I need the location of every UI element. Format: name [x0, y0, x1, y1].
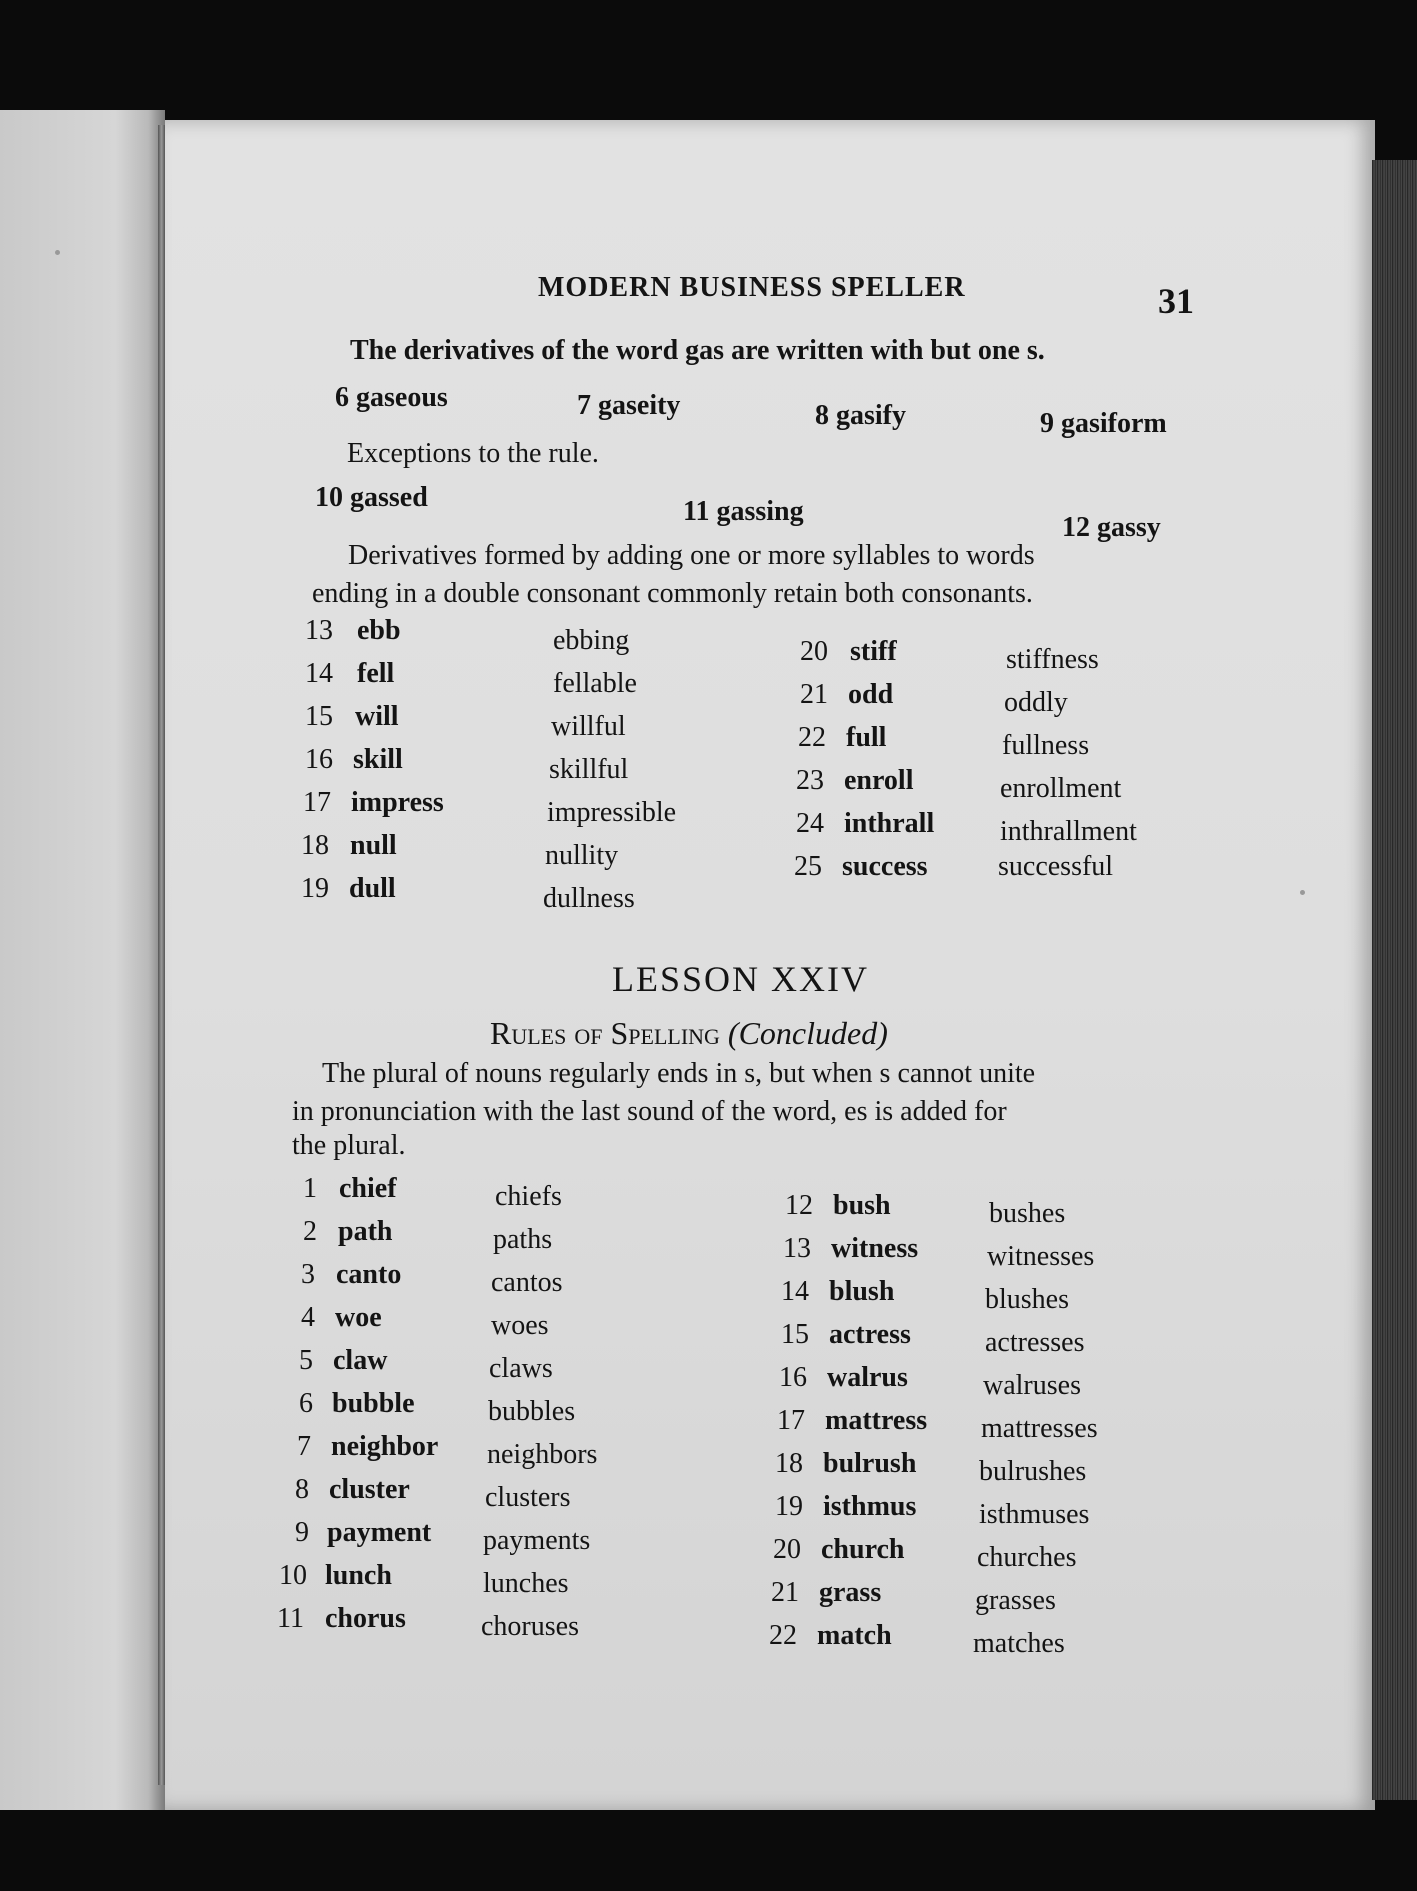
row-number: 24 [796, 808, 824, 839]
row-number: 7 [297, 1431, 311, 1462]
row-number: 20 [800, 636, 828, 667]
gas-word-7 [577, 390, 680, 422]
row-number: 18 [775, 1448, 803, 1479]
row-number: 1 [303, 1173, 317, 1204]
row-number: 21 [771, 1577, 799, 1608]
row-number: 22 [798, 722, 826, 753]
row-word: claw [333, 1345, 388, 1376]
row-plural: walruses [983, 1370, 1081, 1401]
row-word: odd [848, 679, 894, 710]
row-plural: mattresses [981, 1413, 1098, 1444]
gas-word-8 [815, 400, 906, 432]
plural-rule-line-1: The plural of nouns regularly ends in s, but when s cannot unite [322, 1058, 1036, 1089]
row-derivative: fellable [553, 668, 637, 699]
row-number: 17 [777, 1405, 805, 1436]
row-plural: blushes [985, 1284, 1069, 1315]
row-word: walrus [827, 1362, 908, 1393]
row-number: 19 [775, 1491, 803, 1522]
row-word: canto [336, 1259, 402, 1290]
row-number: 2 [303, 1216, 317, 1247]
row-number: 16 [779, 1362, 807, 1393]
row-word: grass [819, 1577, 882, 1608]
item-word: gasify [836, 400, 906, 431]
row-word: actress [829, 1319, 911, 1350]
row-word: skill [353, 744, 403, 775]
row-plural: choruses [481, 1611, 579, 1642]
row-word: will [355, 701, 399, 732]
row-word: bubble [332, 1388, 415, 1419]
row-number: 6 [299, 1388, 313, 1419]
row-derivative: enrollment [1000, 773, 1122, 804]
gas-word-9 [1040, 408, 1167, 440]
row-word: fell [357, 658, 395, 689]
item-word: gassed [350, 482, 428, 513]
row-derivative: nullity [545, 840, 619, 871]
row-word: chorus [325, 1603, 406, 1634]
row-number: 25 [794, 851, 822, 882]
row-number: 13 [783, 1233, 811, 1264]
row-derivative: fullness [1002, 730, 1090, 761]
row-number: 11 [277, 1603, 304, 1634]
running-header: MODERN BUSINESS SPELLER [538, 272, 966, 303]
row-plural: chiefs [495, 1181, 562, 1212]
item-number: 7 [577, 390, 591, 421]
row-plural: actresses [985, 1327, 1085, 1358]
row-word: dull [349, 873, 396, 904]
row-plural: claws [489, 1353, 553, 1384]
row-plural: bushes [989, 1198, 1066, 1229]
row-plural: grasses [975, 1585, 1056, 1616]
row-word: payment [327, 1517, 432, 1548]
row-plural: woes [491, 1310, 549, 1341]
row-word: lunch [325, 1560, 392, 1591]
row-plural: matches [973, 1628, 1065, 1659]
row-word: ebb [357, 615, 401, 646]
row-word: cluster [329, 1474, 410, 1505]
row-plural: payments [483, 1525, 591, 1556]
row-word: match [817, 1620, 892, 1651]
item-word: gaseous [356, 382, 448, 413]
row-word: enroll [844, 765, 914, 796]
row-number: 16 [305, 744, 333, 775]
row-word: chief [339, 1173, 397, 1204]
subtitle-paren: (Concluded) [727, 1015, 888, 1051]
row-number: 18 [301, 830, 329, 861]
row-word: neighbor [331, 1431, 439, 1462]
row-number: 9 [295, 1517, 309, 1548]
item-number: 10 [315, 482, 343, 513]
row-word: isthmus [823, 1491, 917, 1522]
row-derivative: skillful [549, 754, 629, 785]
double-rule-line-2: ending in a double consonant commonly retain both consonants. [312, 578, 1033, 609]
row-number: 4 [301, 1302, 315, 1333]
plural-rule-line-2: in pronunciation with the last sound of the word, es is added for [292, 1096, 1007, 1127]
row-plural: cantos [491, 1267, 563, 1298]
row-word: blush [829, 1276, 895, 1307]
exception-12 [1062, 512, 1161, 544]
row-plural: neighbors [487, 1439, 598, 1470]
row-word: bulrush [823, 1448, 917, 1479]
speck [55, 250, 60, 255]
row-word: bush [833, 1190, 891, 1221]
item-number: 8 [815, 400, 829, 431]
row-derivative: dullness [543, 883, 635, 914]
row-derivative: ebbing [553, 625, 630, 656]
row-number: 23 [796, 765, 824, 796]
item-word: gassing [716, 496, 804, 527]
subtitle-main: Rules of Spelling [490, 1015, 720, 1051]
row-word: path [338, 1216, 393, 1247]
item-number: 9 [1040, 408, 1054, 439]
row-word: null [350, 830, 397, 861]
row-word: success [842, 851, 928, 882]
row-derivative: oddly [1004, 687, 1068, 718]
item-word: gassy [1097, 512, 1161, 543]
row-plural: witnesses [987, 1241, 1095, 1272]
row-number: 15 [305, 701, 333, 732]
row-number: 17 [303, 787, 331, 818]
item-number: 6 [335, 382, 349, 413]
row-derivative: successful [998, 851, 1114, 882]
row-word: witness [831, 1233, 919, 1264]
row-word: mattress [825, 1405, 928, 1436]
row-word: church [821, 1534, 905, 1565]
row-number: 3 [301, 1259, 315, 1290]
row-word: impress [351, 787, 444, 818]
gas-rule-text: The derivatives of the word gas are written with but one s. [350, 335, 1045, 366]
row-number: 19 [301, 873, 329, 904]
gas-word-6 [335, 382, 448, 414]
row-number: 13 [305, 615, 333, 646]
exception-10 [315, 482, 428, 514]
row-plural: paths [493, 1224, 553, 1255]
row-plural: isthmuses [979, 1499, 1090, 1530]
exceptions-label: Exceptions to the rule. [347, 438, 599, 469]
item-number: 12 [1062, 512, 1090, 543]
plural-rule-line-3: the plural. [292, 1130, 406, 1161]
row-number: 14 [305, 658, 333, 689]
row-number: 8 [295, 1474, 309, 1505]
row-word: woe [335, 1302, 382, 1333]
lesson-title: LESSON XXIV [612, 959, 870, 999]
row-plural: churches [977, 1542, 1077, 1573]
row-derivative: inthrallment [1000, 816, 1137, 847]
row-plural: clusters [485, 1482, 571, 1513]
row-number: 21 [800, 679, 828, 710]
row-word: inthrall [844, 808, 935, 839]
row-number: 22 [769, 1620, 797, 1651]
row-derivative: willful [551, 711, 626, 742]
item-word: gasiform [1061, 408, 1167, 439]
lesson-subtitle [490, 1015, 888, 1052]
row-number: 10 [279, 1560, 307, 1591]
item-word: gaseity [598, 390, 681, 421]
double-rule-line-1: Derivatives formed by adding one or more syllables to words [348, 540, 1035, 571]
row-word: stiff [850, 636, 897, 667]
row-derivative: stiffness [1006, 644, 1099, 675]
row-number: 5 [299, 1345, 313, 1376]
exception-11 [683, 496, 804, 528]
row-number: 15 [781, 1319, 809, 1350]
speck [1300, 890, 1305, 895]
row-plural: bubbles [488, 1396, 576, 1427]
row-derivative: impressible [547, 797, 677, 828]
row-plural: bulrushes [979, 1456, 1087, 1487]
row-number: 20 [773, 1534, 801, 1565]
row-number: 12 [785, 1190, 813, 1221]
page-edges [1372, 160, 1417, 1800]
page-number: 31 [1158, 281, 1194, 321]
row-word: full [846, 722, 887, 753]
row-number: 14 [781, 1276, 809, 1307]
item-number: 11 [683, 496, 710, 527]
left-page-margin [0, 110, 165, 1810]
row-plural: lunches [483, 1568, 569, 1599]
binding-gutter [158, 125, 165, 1785]
